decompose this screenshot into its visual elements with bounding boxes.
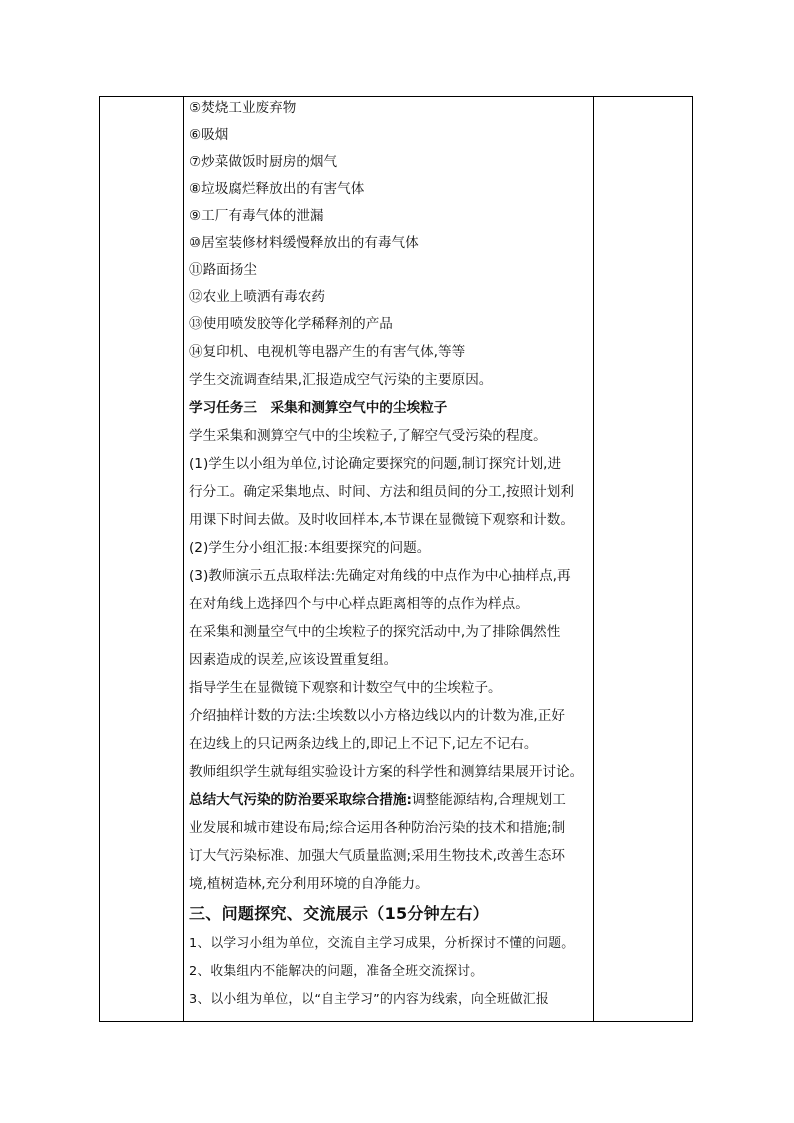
task3-step1-line: 行分工。确定采集地点、时间、方法和组员间的分工,按照计划利 <box>189 484 574 500</box>
pollution-source-item: ⑨工厂有毒气体的泄漏 <box>189 208 324 224</box>
task3-step2: (2)学生分小组汇报:本组要探究的问题。 <box>189 540 431 556</box>
right-column-divider <box>593 97 594 1021</box>
summary-first-rest: 调整能源结构,合理规划工 <box>411 792 566 808</box>
task3-guide: 指导学生在显微镜下观察和计数空气中的尘埃粒子。 <box>189 680 502 696</box>
pollution-source-item: ⑪路面扬尘 <box>189 262 257 278</box>
task3-step1-line: (1)学生以小组为单位,讨论确定要探究的问题,制订探究计划,进 <box>189 456 562 472</box>
task3-method-line: 介绍抽样计数的方法:尘埃数以小方格边线以内的计数为准,正好 <box>189 708 565 724</box>
survey-summary: 学生交流调查结果,汇报造成空气污染的主要原因。 <box>189 372 493 388</box>
summary-first-line <box>189 791 566 809</box>
pollution-source-item: ⑬使用喷发胶等化学稀释剂的产品 <box>189 316 393 332</box>
task3-method-line: 在边线上的只记两条边线上的,即记上不记下,记左不记右。 <box>189 736 538 752</box>
task3-intro: 学生采集和测算空气中的尘埃粒子,了解空气受污染的程度。 <box>189 428 547 444</box>
left-column-divider <box>183 97 184 1021</box>
section3-point: 1、以学习小组为单位，交流自主学习成果，分析探讨不懂的问题。 <box>189 936 575 951</box>
task3-step1-line: 用课下时间去做。及时收回样本,本节课在显微镜下观察和计数。 <box>189 512 574 528</box>
pollution-source-item: ⑥吸烟 <box>189 127 229 143</box>
pollution-source-item: ⑦炒菜做饭时厨房的烟气 <box>189 154 338 170</box>
pollution-source-item: ⑤焚烧工业废弃物 <box>189 100 297 116</box>
task3-step3-line: (3)教师演示五点取样法:先确定对角线的中点作为中心抽样点,再 <box>189 568 571 584</box>
section3-point: 2、收集组内不能解决的问题，准备全班交流探讨。 <box>189 964 484 979</box>
task3-discussion: 教师组织学生就每组实验设计方案的科学性和测算结果展开讨论。 <box>189 764 584 780</box>
task3-step3-line: 在对角线上选择四个与中心样点距离相等的点作为样点。 <box>189 596 529 612</box>
summary-line: 订大气污染标准、加强大气质量监测;采用生物技术,改善生态环 <box>189 848 565 864</box>
pollution-source-item: ⑩居室装修材料缓慢释放出的有毒气体 <box>189 235 419 251</box>
summary-line: 业发展和城市建设布局;综合运用各种防治污染的技术和措施;制 <box>189 820 566 836</box>
task3-title: 学习任务三 采集和测算空气中的尘埃粒子 <box>189 400 448 416</box>
pollution-source-item: ⑭复印机、电视机等电器产生的有害气体,等等 <box>189 344 466 360</box>
summary-line: 境,植树造林,充分利用环境的自净能力。 <box>189 876 429 892</box>
section3-title: 三、问题探究、交流展示（15分钟左右） <box>189 904 489 923</box>
section3-point: 3、以小组为单位，以“自主学习”的内容为线索，向全班做汇报 <box>189 992 549 1007</box>
lesson-table <box>99 96 693 1022</box>
summary-bold-lead: 总结大气污染的防治要采取综合措施: <box>189 792 412 808</box>
task3-repeat-line: 在采集和测量空气中的尘埃粒子的探究活动中,为了排除偶然性 <box>189 624 561 640</box>
pollution-source-item: ⑫农业上喷洒有毒农药 <box>189 289 325 305</box>
pollution-source-item: ⑧垃圾腐烂释放出的有害气体 <box>189 181 365 197</box>
task3-repeat-line: 因素造成的误差,应该设置重复组。 <box>189 652 398 668</box>
